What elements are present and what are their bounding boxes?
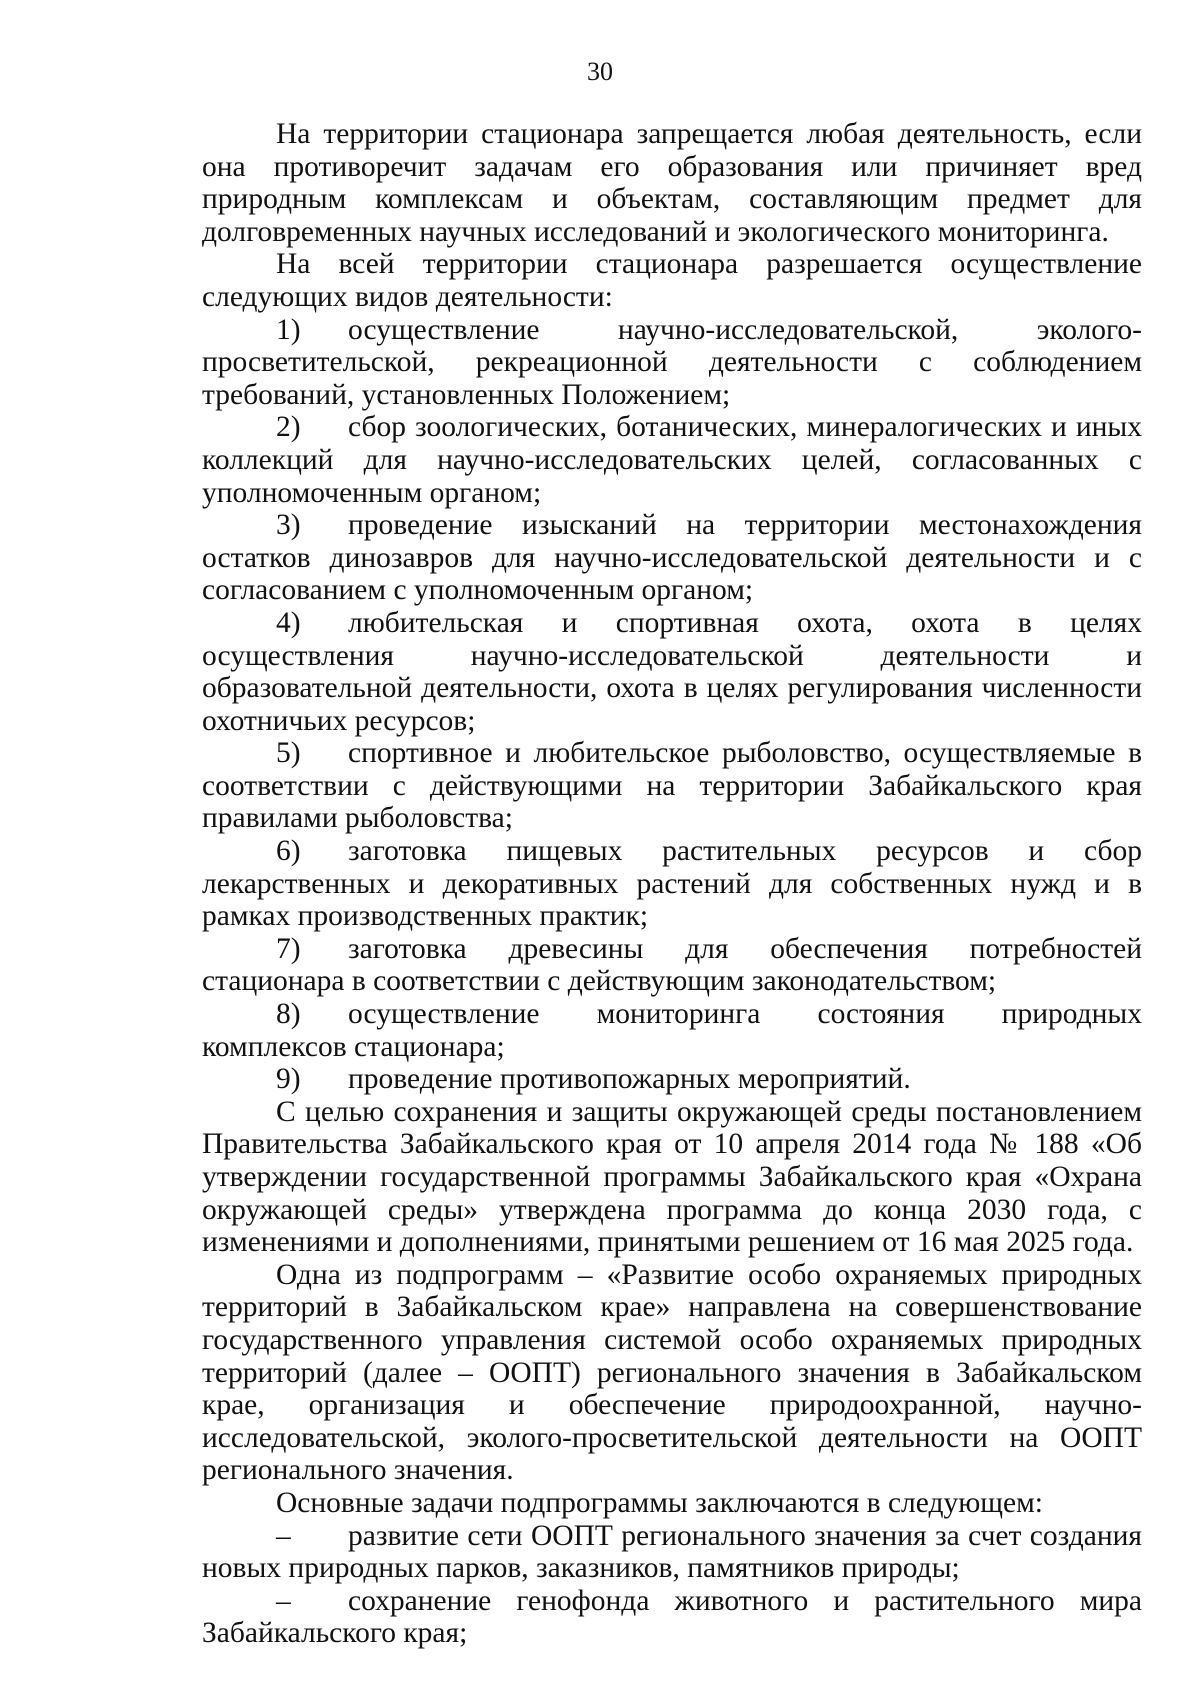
list-item-activity [202, 933, 1142, 998]
paragraph-program: С целью сохранения и защиты окружающей среды постановлением Правительства Забайкальского края от 10 апреля 2014 года № 188 «Об утверждении государственной программы Забайкальского края «Охрана окружающей среды» утверждена программа до конца 2030 года, с изменениями и дополнениями, принятыми решением от 16 мая 2025 года. [202, 1095, 1142, 1259]
list-item-text: спортивное и любительское рыболовство, осуществляемые в соответствии с действующими на территории Забайкальского края правилами рыболовства; [202, 737, 1142, 835]
list-item-marker: 8) [276, 998, 301, 1031]
paragraph-prohibition: На территории стационара запрещается любая деятельность, если она противоречит задачам его образования или причиняет вред природным комплексам и объектам, составляющим предмет для долговременных научных исследований и экологического мониторинга. [202, 118, 1142, 248]
list-item-activity [202, 835, 1142, 933]
list-item-text: заготовка древесины для обеспечения потребностей стационара в соответствии с действующим законодательством; [202, 932, 1142, 998]
paragraph-allowed-intro: На всей территории стационара разрешается осуществление следующих видов деятельности: [202, 248, 1142, 313]
list-item-text: развитие сети ООПТ регионального значения за счет создания новых природных парков, заказников, памятников природы; [202, 1519, 1142, 1585]
list-item-activity [202, 509, 1142, 607]
list-item-activity [202, 607, 1142, 737]
list-item-text: сохранение генофонда животного и растительного мира Забайкальского края; [202, 1584, 1142, 1650]
list-item-text: проведение изысканий на территории местонахождения остатков динозавров для научно-исследовательской деятельности и с согласованием с уполномоченным органом; [202, 509, 1142, 607]
list-item-activity [202, 737, 1142, 835]
list-item-marker: 1) [276, 313, 301, 346]
list-item-marker: 9) [276, 1063, 301, 1096]
list-item-dash: – [276, 1584, 291, 1617]
list-item-task [202, 1585, 1142, 1650]
list-item-text: проведение противопожарных мероприятий. [348, 1063, 911, 1096]
list-item-activity [202, 314, 1142, 412]
list-item-task [202, 1520, 1142, 1585]
list-item-text: сбор зоологических, ботанических, минералогических и иных коллекций для научно-исследовательских целей, согласованных с уполномоченным органом; [202, 411, 1142, 509]
list-item-activity [202, 998, 1142, 1063]
list-item-text: осуществление научно-исследовательской, эколого-просветительской, рекреационной деятельности с соблюдением требований, установленных Положением; [202, 313, 1142, 411]
list-item-activity [202, 1063, 1142, 1096]
paragraph-subprogram: Одна из подпрограмм – «Развитие особо охраняемых природных территорий в Забайкальском крае» направлена на совершенствование государственного управления системой особо охраняемых природных территорий (далее – ООПТ) регионального значения в Забайкальском крае, организация и обеспечение природоохранной, научно-исследовательской, эколого-просветительской деятельности на ООПТ регионального значения. [202, 1258, 1142, 1487]
list-item-marker: 3) [276, 509, 301, 542]
paragraph-tasks-intro: Основные задачи подпрограммы заключаются в следующем: [276, 1486, 1043, 1519]
list-item-marker: 2) [276, 411, 301, 444]
list-item-dash: – [276, 1519, 291, 1552]
page-number: 30 [587, 57, 613, 86]
list-item-text: осуществление мониторинга состояния природных комплексов стационара; [202, 998, 1142, 1063]
list-item-activity [202, 411, 1142, 509]
list-item-text: любительская и спортивная охота, охота в целях осуществления научно-исследовательской деятельности и образовательной деятельности, охота в целях регулирования численности охотничьих ресурсов; [202, 606, 1142, 737]
document-body [202, 118, 1142, 1650]
list-item-marker: 6) [276, 835, 301, 868]
list-item-marker: 7) [276, 932, 301, 965]
list-item-marker: 4) [276, 606, 301, 639]
list-item-marker: 5) [276, 737, 301, 770]
list-item-text: заготовка пищевых растительных ресурсов и сбор лекарственных и декоративных растений для собственных нужд и в рамках производственных практик; [202, 835, 1142, 933]
